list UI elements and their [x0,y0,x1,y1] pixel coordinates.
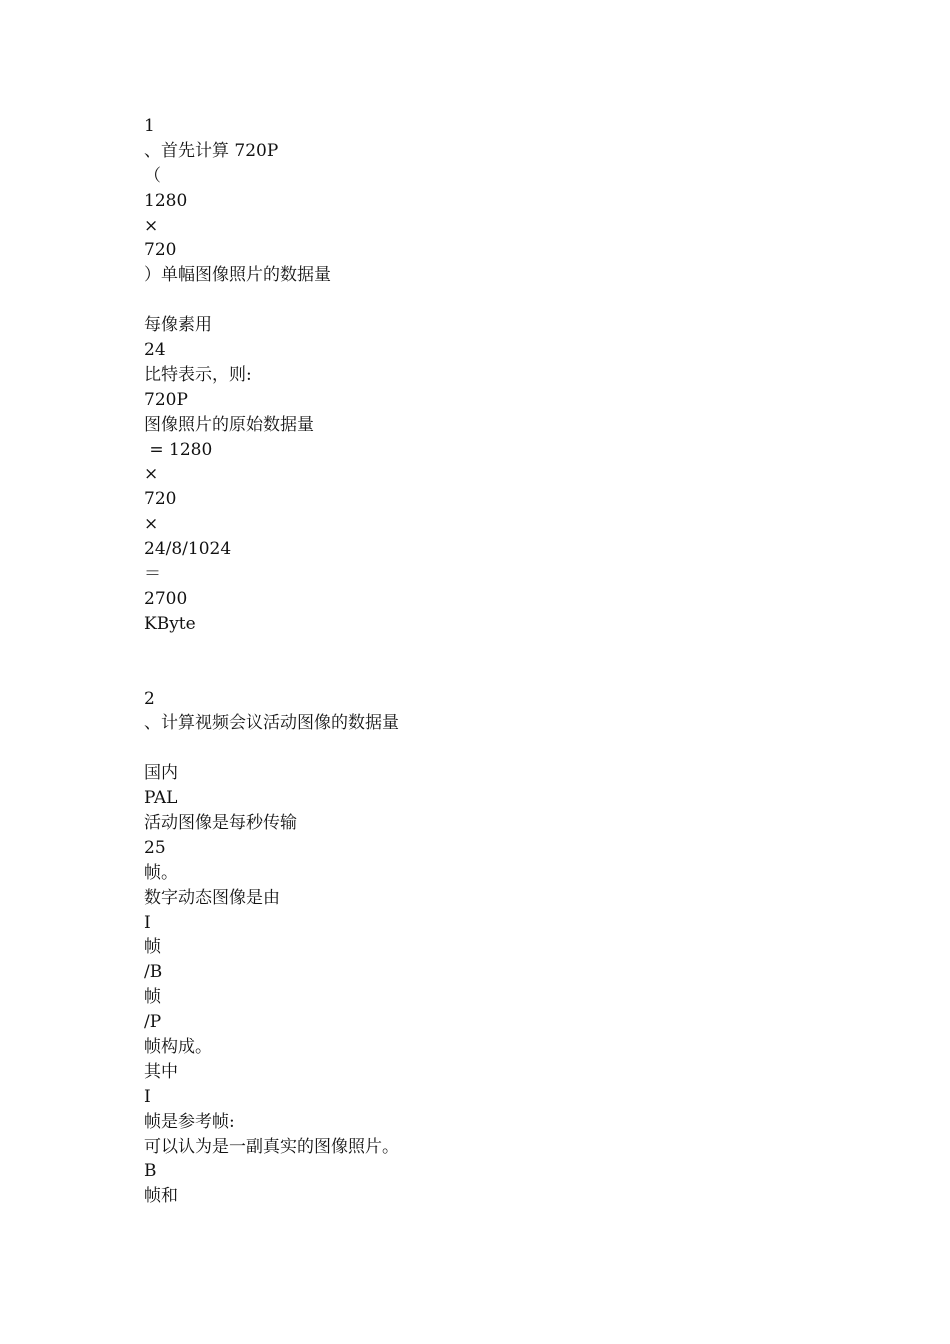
section-2-text: 数字动态图像是由 [144,887,280,908]
section-1-number: 1 [144,116,155,136]
section-1-text: 2700 [144,588,188,609]
section-2-text: 帧构成。 [144,1036,212,1057]
section-1-text: KByte [144,613,196,634]
section-1-line: 720 [144,240,177,261]
section-2-text: 国内 [144,763,178,784]
section-2-text: 帧和 [144,1186,178,1207]
section-1-text: 720P [144,389,188,410]
section-2-heading: 、计算视频会议活动图像的数据量 [144,713,399,734]
section-2-text: 帧 [144,937,161,958]
section-1-text: 图像照片的原始数据量 [144,414,314,435]
section-1-text: = 1280 [144,439,213,460]
section-1-text: × [144,514,159,535]
section-2-text: B [144,1161,157,1182]
document-body [144,114,844,1209]
section-2-text: PAL [144,788,178,809]
section-2-number: 2 [144,688,155,709]
section-1-line: （ [144,165,161,186]
section-1-heading: 、首先计算 720P [144,140,279,161]
section-gap [144,637,844,687]
section-1-text: 720 [144,489,177,510]
section-2-text: 活动图像是每秒传输 [144,812,297,833]
paragraph-gap [144,288,844,313]
section-1-text: × [144,464,159,485]
section-1-text: 每像素用 [144,315,212,336]
section-2-text: 可以认为是一副真实的图像照片。 [144,1136,399,1157]
section-2-text: 25 [144,837,166,858]
section-1-line: × [144,215,159,236]
section-2-text: 帧是参考帧: [144,1111,235,1132]
section-2-text: I [144,1086,151,1107]
section-1-text: 24 [144,340,166,361]
paragraph-gap [144,736,844,761]
section-1-text: 24/8/1024 [144,539,232,560]
section-2-text: /B [144,962,163,983]
section-2-text: 其中 [144,1061,178,1082]
section-2-text: 帧 [144,987,161,1008]
section-1-line: 1280 [144,190,188,211]
section-1-text: 比特表示，则: [144,364,252,385]
section-2-text: I [144,912,151,933]
section-2-text: /P [144,1012,162,1033]
section-2-text: 帧。 [144,862,178,883]
section-1-line: ）单幅图像照片的数据量 [144,265,331,286]
section-1-text: ＝ [144,564,161,585]
